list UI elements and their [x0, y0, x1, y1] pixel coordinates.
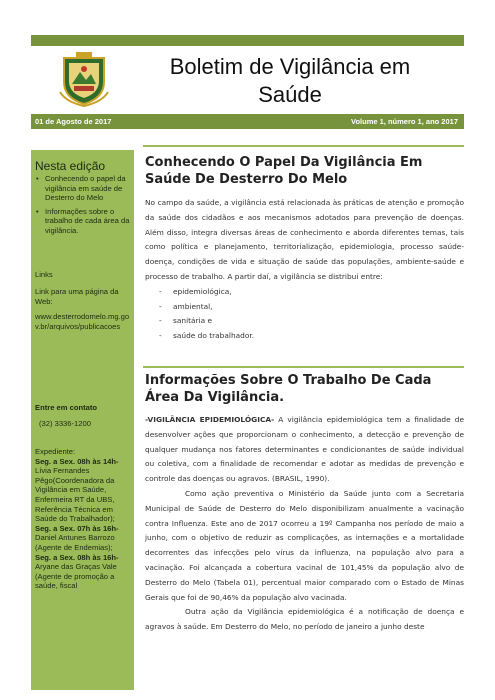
exp2-hours: Seg. a Sex. 07h às 16h-: [35, 523, 119, 533]
sidebar: [31, 150, 134, 690]
list-item: - epidemiológica,: [145, 285, 464, 300]
contact-phone: (32) 3336-1200: [39, 419, 91, 428]
list-item: - saúde do trabalhador.: [145, 329, 464, 344]
article2: [145, 372, 464, 635]
vigilance-areas-list: [145, 285, 464, 344]
article1: [145, 154, 464, 344]
article1-top-rule: [143, 145, 464, 147]
issue-date: 01 de Agosto de 2017: [35, 117, 112, 126]
expediente-title: Expediente:: [35, 447, 76, 456]
title-line-1: Boletim de Vigilância em: [169, 54, 411, 79]
article2-paragraph-3: Outra ação da Vigilância epidemiológica é a notificação de doença e agravos à saúde. Em Desterro do Melo, no período de janeiro a junho deste: [145, 607, 464, 632]
links-title: Links: [35, 270, 53, 279]
article2-paragraph-1: [145, 413, 464, 487]
link-url[interactable]: www.desterrodomelo.mg.gov.br/arquivos/publicacoes: [35, 312, 130, 331]
title-line-2: Saúde: [258, 82, 322, 107]
article2-heading: Informações Sobre O Trabalho De Cada Área Da Vigilância.: [145, 373, 432, 405]
date-bar: [31, 114, 464, 129]
municipal-crest-logo: [56, 52, 112, 108]
section-label-epidemiologica: -VIGILÂNCIA EPIDEMIOLÓGICA-: [145, 415, 275, 424]
exp3-staff: Aryane das Graças Vale (Agente de promoção a saúde, fiscal: [35, 562, 117, 591]
volume-info: Volume 1, número 1, ano 2017: [351, 117, 458, 126]
exp1-hours: Seg. a Sex. 08h às 14h-: [35, 456, 119, 466]
bulletin-title: [140, 53, 440, 109]
article1-heading: Conhecendo O Papel Da Vigilância Em Saúde De Desterro Do Melo: [145, 155, 423, 187]
expediente-block: [35, 447, 132, 591]
sidebar-item: • Conhecendo o papel da vigilância em saúde de Desterro do Melo: [45, 174, 131, 203]
list-item: - sanitária e: [145, 314, 464, 329]
sidebar-contents-list: [35, 174, 131, 240]
sidebar-item: • Informações sobre o trabalho de cada área da vigilância.: [45, 207, 131, 236]
exp3-hours: Seg. a Sex. 08h às 16h-: [35, 552, 119, 562]
article2-top-rule: [143, 366, 464, 368]
article2-paragraph-2: Como ação preventiva o Ministério da Saúde junto com a Secretaria Municipal de Saúde de Desterro do Melo disponibilizam anualmente a vacinação contra Influenza. Este ano de 2017 ocorreu a 19º Campanha nos período de maio a junho, com o objetivo de reduzir as complicações, as internações e a mortalidade decorrentes das infecções pelo vírus da influenza, na população alvo para a vacinação. Foi alcançada a cobertura vacinal de 101,45% da população alvo de Desterro do Melo (Tabela 01), percentual maior comparado com o Estado de Minas Gerais que foi de 90,46% da população alvo vacinada.: [145, 488, 464, 602]
links-label: Link para uma página da Web:: [35, 287, 119, 306]
exp1-staff: Lívia Fernandes Pêgo(Coordenadora da Vigilância em Saúde, Enfermeira RT da UBS, Referência Técnica em Saúde do Trabalhador);: [35, 466, 115, 524]
article2-p1-text: A vigilância epidemiológica tem a finalidade de desenvolver ações que proporcionam o conhecimento, a detecção e prevenção de qualquer mudança nos fatores determinantes e condicionantes de saúde individual ou coletiva, com a finalidade de recomendar e adotar as medidas de prevenção e controle das doenças ou agravos. (BRASIL, 1990).: [145, 415, 465, 484]
exp2-staff: Daniel Antunes Barrozo (Agente de Endemias);: [35, 533, 115, 552]
sidebar-section-title: Nesta edição: [35, 159, 106, 173]
article1-body: No campo da saúde, a vigilância está relacionada às práticas de atenção e promoção da saúde dos cidadãos e aos mecanismos adotados para prevenção de doenças. Além disso, integra diversas áreas de conhecimento e aborda diferentes temas, tais como política e planejamento, territorialização, epidemiologia, processo saúde-doença, condições de vida e situação de saúde das populações, ambiente-saúde e processo de trabalho. A partir daí, a vigilância se distribui entre:: [145, 198, 464, 281]
top-color-bar: [31, 35, 464, 46]
contact-title: Entre em contato: [35, 403, 98, 412]
list-item: - ambiental,: [145, 300, 464, 315]
